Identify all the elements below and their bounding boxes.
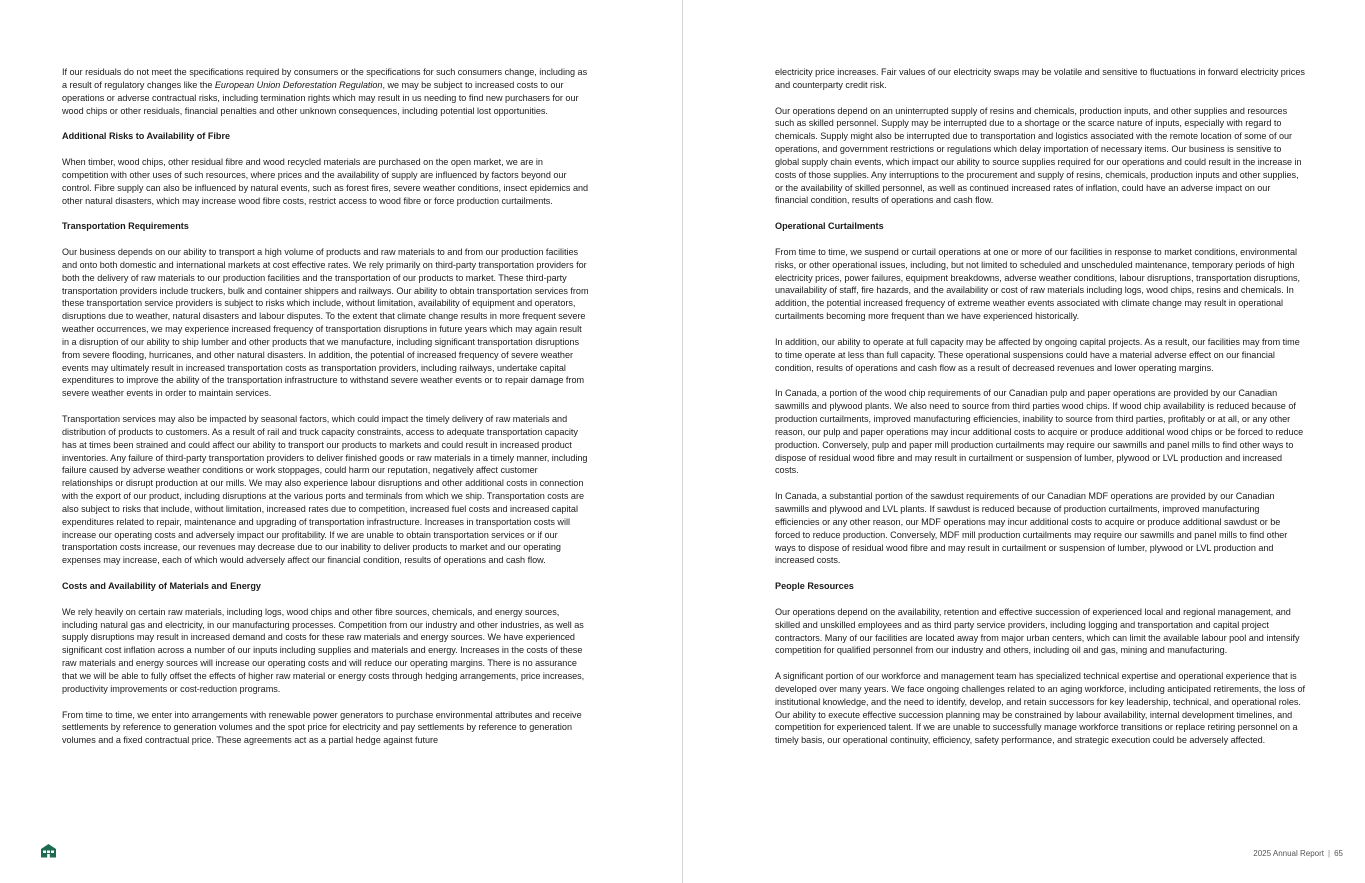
paragraph-text: , we may be subject to increased costs to our operations or adverse contractual risks, including termination rights which may result in us needing to find new purchasers for our wood chips or other residuals, financial penalties and other unknown consequences, including potential lost opportunities. xyxy=(62,79,579,116)
heading-fibre: Additional Risks to Availability of Fibre xyxy=(62,131,231,142)
paragraph-people-1: Our operations depend on the availability, retention and effective succession of experienced local and regional management, and skilled and unskilled employees and as third party service providers, including logging and transportation and capital project contractors. Many of our facilities are located away from major urban centers, which can limit the available labour pool and intensify competition for qualified personnel from our industry and others, including oil and gas, mining and manufacturing. xyxy=(775,606,1300,656)
paragraph-people-2: A significant portion of our workforce and management team has specialized technical expertise and operational experience that is developed over many years. We face ongoing challenges related to an aging workforce, including anticipated retirements, the loss of institutional knowledge, and the need to identify, develop, and retain successors for key leadership, technical, and operational roles. Our ability to execute effective succession planning may be constrained by labour availability, internal development timelines, and competition for experienced talent. If we are unable to successfully manage workforce transitions or replace retiring personnel on a timely basis, our operational continuity, efficiency, safety performance, and strategic execution could be adversely affected. xyxy=(775,671,1306,746)
paragraph-supply: Our operations depend on an uninterrupted supply of resins and chemicals, production inputs, and other supplies and resources such as skilled personnel. Supply may be interrupted due to a shortage or the scarce nature of inputs, especially with regard to chemicals. Supply might also be interrupted due to transportation and logistics associated with the remote location of some of our operations, and government restrictions or regulations which delay importation of necessary items. Our business is sensitive to global supply chain events, which impact our ability to source supplies required for our operations and could result in the increase in costs of those supplies. Any interruptions to the procurement and supply of resins, chemicals, production inputs and other supplies, or the availability of skilled personnel, as well as continued increased rates of inflation, could have an adverse impact on our financial condition, results of operations and cash flow. xyxy=(775,105,1302,206)
page-footer xyxy=(1253,849,1343,858)
heading-people-resources: People Resources xyxy=(775,581,854,592)
paragraph-materials-2: From time to time, we enter into arrangements with renewable power generators to purchase environmental attributes and receive settlements by reference to generation volumes and the spot price for electricity and pay settlements by reference to generation volumes and a fixed contractual price. These agreements act as a partial hedge against future xyxy=(62,709,582,746)
report-title: 2025 Annual Report xyxy=(1253,849,1325,858)
paragraph-curtailments-2: In addition, our ability to operate at full capacity may be affected by ongoing capital projects. As a result, our facilities may from time to time operate at less than full capacity. These operational suspensions could have a material adverse effect on our financial condition, results of operations and cash flow as a result of decreased revenues and lower operating margins. xyxy=(775,336,1300,373)
heading-transportation: Transportation Requirements xyxy=(62,221,189,232)
right-page xyxy=(683,0,1365,883)
paragraph-transportation-2: Transportation services may also be impacted by seasonal factors, which could impact the timely delivery of raw materials and distribution of products to customers. As a result of rail and truck capacity constraints, access to adequate transportation capacity has at times been strained and could affect our ability to transport our products to markets and could result in increased product inventories. Any failure of third-party transportation providers to deliver finished goods or raw materials in a timely manner, including failure caused by adverse weather conditions or work stoppages, could harm our reputation, negatively affect customer relationships or disrupt production at our mills. We may also experience labour disruptions and other additional costs in connection with the export of our product, including disruptions at the various ports and terminals from which we ship. Transportation costs are also subject to risks that include, without limitation, increased rates due to competition, increased fuel costs and increased capital expenditures related to repair, maintenance and upgrading of transportation infrastructure. Increases in transportation costs will increase our operating costs and adversely impact our profitability. If we are unable to obtain transportation services or if our transportation costs increase, our revenues may decrease due to our inability to deliver products to market and our operating expenses may increase, each of which would adversely affect our financial condition, results of operations and cash flow. xyxy=(62,414,588,566)
paragraph-materials-1: We rely heavily on certain raw materials, including logs, wood chips and other fibre sources, chemicals, and energy sources, including natural gas and electricity, in our manufacturing processes. Competition from our industry and other industries, as well as supply disruptions may result in increased demand and costs for these raw materials and energy sources. We have experienced significant cost inflation across a number of our inputs including supplies and materials and energy. Increases in the costs of these raw materials and energy sources will increase our operating costs and will reduce our operating margins. There is no assurance that we will be able to fully offset the effects of higher raw material or energy costs through hedging arrangements, price increases, productivity improvements or cost-reduction programs. xyxy=(62,606,585,694)
heading-materials-energy: Costs and Availability of Materials and Energy xyxy=(62,581,261,592)
paragraph-electricity-continued: electricity price increases. Fair values of our electricity swaps may be volatile and sensitive to fluctuations in forward electricity prices and counterparty credit risk. xyxy=(775,67,1305,90)
footer-separator: | xyxy=(1328,849,1331,858)
paragraph-curtailments-3: In Canada, a portion of the wood chip requirements of our Canadian pulp and paper operations are provided by our Canadian sawmills and plywood plants. We also need to source from third parties wood chips. If wood chip availability is reduced because of production curtailments, improved manufacturing efficiencies, inability to source from third parties, profitably or at all, or any other reason, our pulp and paper operations may incur additional costs to acquire or produce additional wood chips or be forced to reduce production. Conversely, pulp and paper mill production curtailments may require our sawmills and panel mills to find other ways to dispose of residual wood fibre and may result in curtailment or suspension of lumber, plywood or LVL production and increased costs. xyxy=(775,388,1304,476)
heading-operational-curtailments: Operational Curtailments xyxy=(775,221,884,232)
paragraph-text: If our residuals do not meet the specifications required by consumers or the specifications for such consumers change, including as a result of regulatory changes like the xyxy=(62,67,588,90)
paragraph-transportation-1: Our business depends on our ability to transport a high volume of products and raw materials to and from our production facilities and onto both domestic and international markets at cost effective rates. We rely primarily on third-party transportation providers for both the delivery of raw materials to our production facilities and the transportation of our products to market. These third-party transportation providers include truckers, bulk and container shippers and railways. Our ability to obtain transportation services from these transportation service providers is subject to risks which include, without limitation, availability of equipment and operators, disruptions due to weather, natural disasters and labour disputes. To the extent that climate change results in more frequent severe weather occurrences, we may experience increased frequency of transportation disruptions in future years which may again result in a disruption of our ability to ship lumber and other products that we manufacture, including significant transportation disruptions from severe flooding, hurricanes, and other natural disasters. In addition, the potential of increased frequency of severe weather events may ultimately result in increased transportation costs as transportation providers, including railways, undertake capital expenditures to improve the ability of the transportation infrastructure to withstand severe weather events or to repair damage from severe weather events in order to maintain services. xyxy=(62,247,589,399)
paragraph-curtailments-4: In Canada, a substantial portion of the sawdust requirements of our Canadian MDF operations are provided by our Canadian sawmills and plywood and LVL plants. If sawdust is reduced because of production curtailments, improved manufacturing efficiencies or any other reason, our MDF operations may incur additional costs to acquire or produce additional sawdust or be forced to reduce production. Conversely, MDF mill production curtailments may require our sawmills and panel mills to find other ways to dispose of residual wood fibre and may result in curtailment or suspension of lumber, plywood or LVL production and increased costs. xyxy=(775,491,1288,566)
left-column xyxy=(62,66,590,760)
page-number: 65 xyxy=(1334,849,1343,858)
regulation-name: European Union Deforestation Regulation xyxy=(214,79,383,90)
house-logo-icon xyxy=(40,843,57,858)
left-page xyxy=(0,0,682,883)
paragraph-curtailments-1: From time to time, we suspend or curtail operations at one or more of our facilities in response to market conditions, environmental risks, or other operational issues, including, but not limited to scheduled and unscheduled maintenance, temporary periods of high electricity prices, power failures, equipment breakdowns, adverse weather conditions, labour disruptions, transportation disruptions, unavailability of staff, fire hazards, and the availability or cost of raw materials including logs, wood chips, resins and chemicals. In addition, the potential increased frequency of extreme weather events associated with climate change may result in operational curtailments becoming more frequent than we have experienced historically. xyxy=(775,246,1301,322)
paragraph-fibre: When timber, wood chips, other residual fibre and wood recycled materials are purchased on the open market, we are in competition with other uses of such resources, where prices and the availability of supply are influenced by factors beyond our control. Fibre supply can also be influenced by natural events, such as forest fires, severe weather conditions, insect epidemics and other natural disasters, which may increase wood fibre costs, restrict access to wood fibre or force production curtailments. xyxy=(62,157,589,206)
right-column xyxy=(775,66,1305,760)
paragraph-residuals xyxy=(62,66,590,117)
